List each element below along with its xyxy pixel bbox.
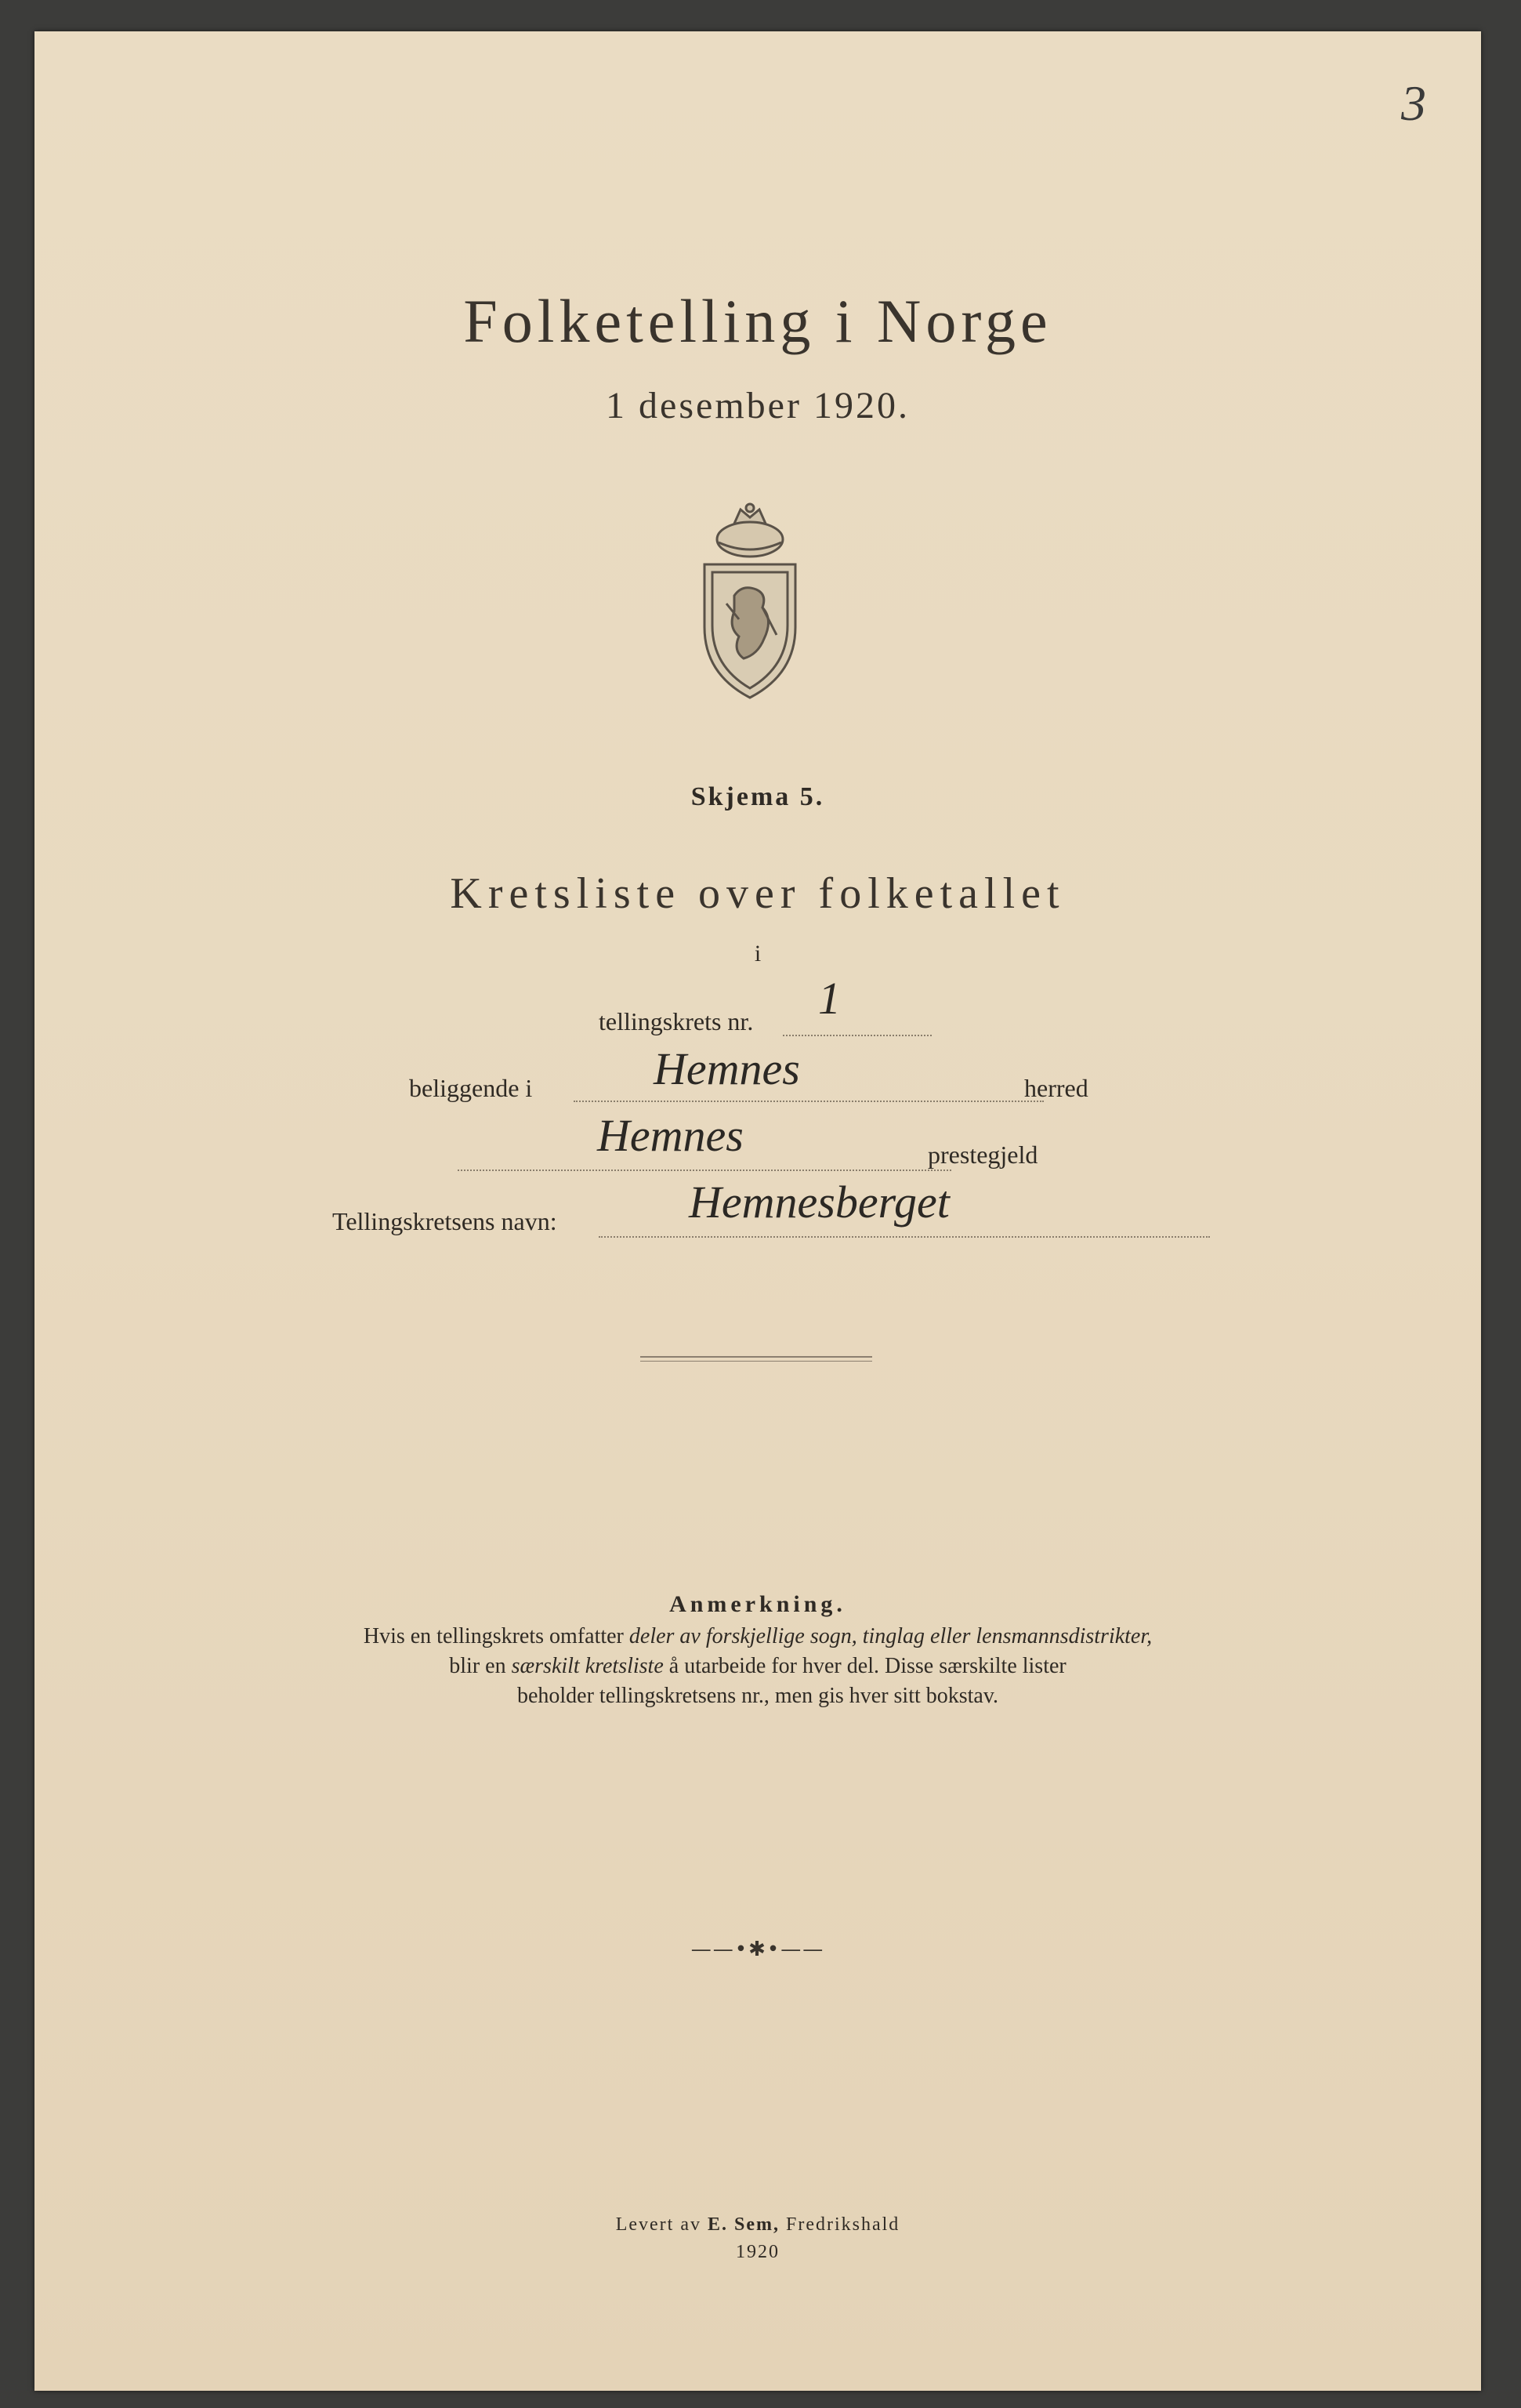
section-divider <box>640 1356 872 1362</box>
note-line-1-italic: deler av forskjellige sogn, tinglag eller lensmannsdistrikter, <box>628 1624 1153 1648</box>
print-year: 1920 <box>736 2242 780 2262</box>
note-line-2-text-a: blir en <box>449 1654 512 1678</box>
kretsnavn-label: Tellingskretsens navn: <box>332 1207 557 1235</box>
printer-name: E. Sem, <box>707 2214 780 2235</box>
page-number: 3 <box>1401 75 1426 131</box>
note-line-2 <box>34 1654 1481 1679</box>
prestegjeld-field[interactable]: Hemnes <box>597 1110 744 1161</box>
census-form-page <box>34 31 1481 2391</box>
ornament-divider: ——•✱•—— <box>690 1938 825 1961</box>
tellingskrets-line <box>783 1035 932 1036</box>
herred-label: herred <box>1024 1074 1088 1102</box>
beliggende-label: beliggende i <box>409 1074 533 1102</box>
page-title: Folketelling i Norge <box>463 287 1052 355</box>
herred-line <box>574 1101 1044 1102</box>
note-heading: Anmerkning. <box>669 1591 846 1617</box>
form-subtitle: Kretsliste over folketallet <box>450 869 1066 918</box>
note-line-1 <box>34 1624 1481 1649</box>
schema-number: Skjema 5. <box>690 782 825 811</box>
printer-credit <box>34 2214 1481 2236</box>
note-line-2-text-b: å utarbeide for hver del. Disse særskilte lister <box>663 1654 1067 1678</box>
kretsnavn-line <box>599 1236 1210 1238</box>
tellingskrets-number-field[interactable]: 1 <box>818 973 841 1024</box>
tellingskrets-label: tellingskrets nr. <box>599 1007 754 1035</box>
kretsnavn-field[interactable]: Hemnesberget <box>689 1177 950 1228</box>
printer-credit-prefix: Levert av <box>615 2214 708 2235</box>
note-line-1-text: Hvis en tellingskrets omfatter <box>363 1624 629 1648</box>
census-date: 1 desember 1920. <box>606 385 910 426</box>
prestegjeld-line <box>458 1170 951 1171</box>
norwegian-coat-of-arms-icon <box>695 502 805 702</box>
printer-city: Fredrikshald <box>779 2214 900 2235</box>
herred-field[interactable]: Hemnes <box>654 1043 800 1094</box>
note-line-3: beholder tellingskretsens nr., men gis hver sitt bokstav. <box>516 1684 999 1708</box>
preposition-text: i <box>754 941 762 966</box>
note-line-2-italic: særskilt kretsliste <box>511 1654 664 1678</box>
prestegjeld-label: prestegjeld <box>928 1141 1038 1169</box>
